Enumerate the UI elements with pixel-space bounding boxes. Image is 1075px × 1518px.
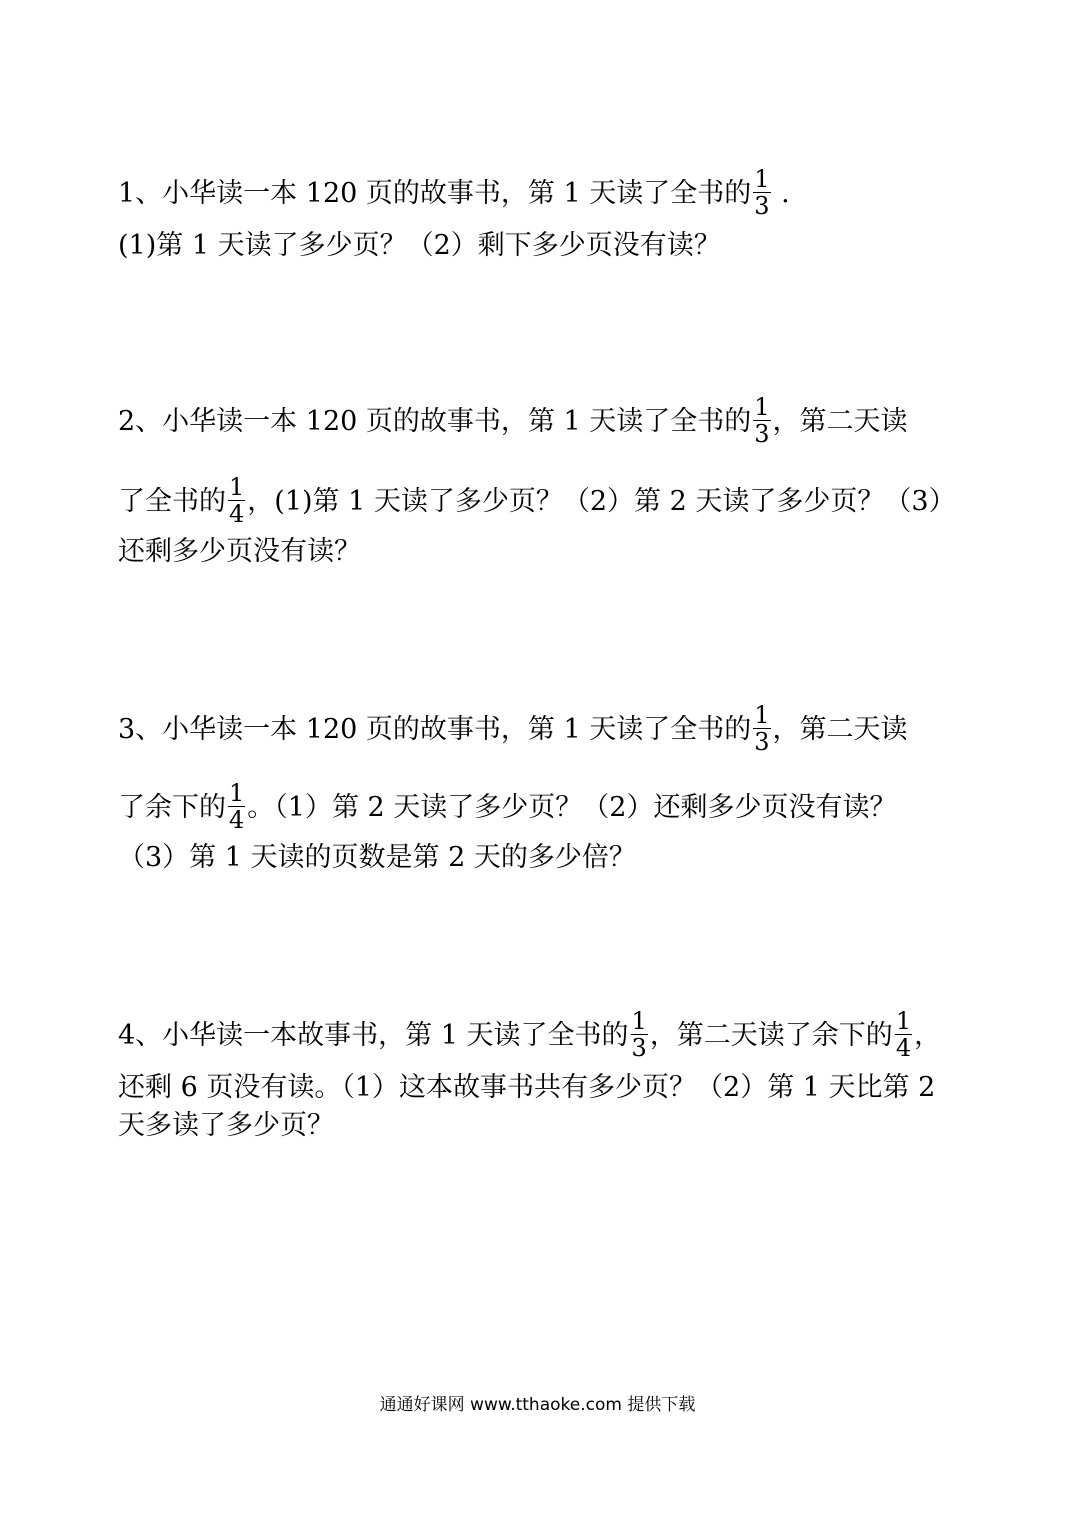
problem-1-questions: (1)第 1 天读了多少页？（2）剩下多少页没有读？ bbox=[118, 230, 721, 261]
problem-4-line-3: 天多读了多少页？ bbox=[118, 1110, 334, 1141]
footer-source: 通通好课网 www.tthaoke.com 提供下载 bbox=[379, 1395, 696, 1415]
problem-1-text: 1、小华读一本 120 页的故事书，第 1 天读了全书的 bbox=[118, 178, 752, 209]
problem-3-line-1: 3、小华读一本 120 页的故事书，第 1 天读了全书的 $\frac{1}{3}$ ，第二天读 bbox=[118, 701, 908, 756]
problem-2-text: 2、小华读一本 120 页的故事书，第 1 天读了全书的 bbox=[118, 406, 752, 437]
problem-2-line-3: 还剩多少页没有读？ bbox=[118, 536, 361, 567]
problem-1-line-1: 1、小华读一本 120 页的故事书，第 1 天读了全书的 $\frac{1}{3}$ . bbox=[118, 165, 790, 220]
fraction-one-quarter: $\frac{1}{4}$ bbox=[229, 473, 245, 528]
problem-3-text: 3、小华读一本 120 页的故事书，第 1 天读了全书的 bbox=[118, 714, 752, 745]
problem-3-line-3: （3）第 1 天读的页数是第 2 天的多少倍？ bbox=[118, 842, 636, 873]
problem-4-line-1: 4、小华读一本故事书，第 1 天读了全书的 $\frac{1}{3}$ ，第二天读了余下的 $\frac{1}{4}$ ， bbox=[118, 1007, 942, 1062]
fraction-one-third: $\frac{1}{3}$ bbox=[754, 393, 770, 448]
fraction-one-third: $\frac{1}{3}$ bbox=[631, 1007, 647, 1062]
problem-1-line-2 bbox=[118, 226, 963, 266]
fraction-one-third: $\frac{1}{3}$ bbox=[754, 701, 770, 756]
fraction-one-quarter: $\frac{1}{4}$ bbox=[895, 1007, 912, 1062]
problem-2-line-2: 了全书的 $\frac{1}{4}$ ，(1)第 1 天读了多少页？（2）第 2 天读了多少页？（3） bbox=[118, 473, 956, 528]
problem-3-line-2: 了余下的 $\frac{1}{4}$ 。（1）第 2 天读了多少页？（2）还剩多少页没有读？ bbox=[118, 779, 897, 834]
problem-4-line-2: 还剩 6 页没有读。（1）这本故事书共有多少页？（2）第 1 天比第 2 bbox=[118, 1072, 936, 1103]
problem-4-text: 4、小华读一本故事书，第 1 天读了全书的 bbox=[118, 1020, 629, 1051]
fraction-one-quarter: $\frac{1}{4}$ bbox=[229, 779, 245, 834]
problem-2-line-1: 2、小华读一本 120 页的故事书，第 1 天读了全书的 $\frac{1}{3}$ ，第二天读 bbox=[118, 393, 908, 448]
fraction-one-third: $\frac{1}{3}$ bbox=[754, 165, 770, 220]
